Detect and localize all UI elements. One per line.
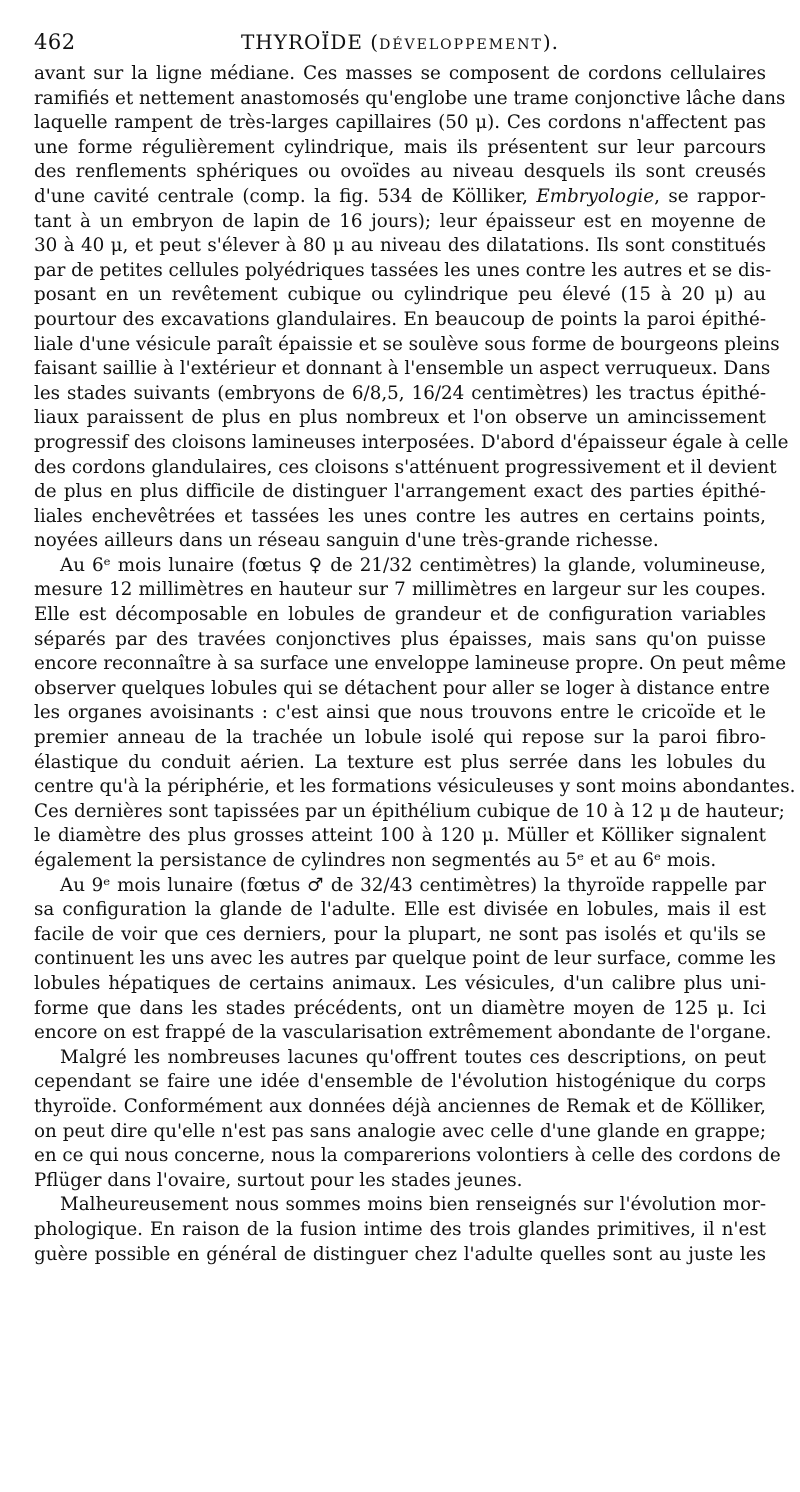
text-line: mesure 12 millimètres en hauteur sur 7 millimètres en largeur sur les coupes. [34,579,766,601]
text-line: Malheureusement nous sommes moins bien renseignés sur l'évolution mor- [60,1194,766,1216]
text-line: progressif des cloisons lamineuses interposées. D'abord d'épaisseur égale à celle [34,431,789,453]
text-line: liaux paraissent de plus en plus nombreux et l'on observe un amincissement [34,407,766,429]
text-line: une forme régulièrement cylindrique, mais ils présentent sur leur parcours [34,136,766,158]
text-line: les stades suivants (embryons de 6/8,5, 16/24 centimètres) les tractus épithé- [34,382,766,404]
text-line: Au 6ᵉ mois lunaire (fœtus ♀ de 21/32 centimètres) la glande, volumineuse, [60,554,766,576]
text-line: encore reconnaître à sa surface une enveloppe lamineuse propre. On peut même [34,653,787,675]
text-line: Ces dernières sont tapissées par un épithélium cubique de 10 à 12 μ de hauteur; [34,800,785,822]
text-line: on peut dire qu'elle n'est pas sans analogie avec celle d'une glande en grappe; [34,1120,766,1142]
text-line: des renflements sphériques ou ovoïdes au niveau desquels ils sont creusés [34,161,766,183]
paragraph [34,1193,766,1267]
text-line: élastique du conduit aérien. La texture est plus serrée dans les lobules du [34,751,766,773]
text-line: liale d'une vésicule paraît épaissie et se soulève sous forme de bourgeons pleins [34,333,780,355]
text-line: avant sur la ligne médiane. Ces masses se composent de cordons cellulaires [34,63,766,84]
book-title: Embryologie [536,185,655,207]
text-line: thyroïde. Conformément aux données déjà anciennes de Remak et de Kölliker, [34,1095,766,1117]
text-line: liales enchevêtrées et tassées les unes contre les autres en certains points, [34,505,766,527]
text-line: séparés par des travées conjonctives plus épaisses, mais sans qu'on puisse [34,628,766,650]
running-header [34,22,766,58]
page-number: 462 [34,30,76,54]
text-line: premier anneau de la trachée un lobule isolé qui repose sur la paroi fibro- [34,727,766,749]
text-line: laquelle rampent de très-larges capillaires (50 μ). Ces cordons n'affectent pas [34,112,766,134]
running-title-subtitle: DÉVELOPPEMENT [379,37,543,53]
paragraph [34,62,789,554]
text-line: Au 9ᵉ mois lunaire (fœtus ♂ de 32/43 centimètres) la thyroïde rappelle par [60,874,766,896]
text-line: encore on est frappé de la vascularisation extrêmement abondante de l'organe. [34,1022,772,1044]
text-line: également la persistance de cylindres non segmentés au 5ᵉ et au 6ᵉ mois. [34,850,717,871]
text-line: le diamètre des plus grosses atteint 100 à 120 μ. Müller et Kölliker signalent [34,825,766,847]
text-line: pourtour des excavations glandulaires. En beaucoup de points la paroi épithé- [34,308,766,330]
text-line: Elle est décomposable en lobules de grandeur et de configuration variables [34,604,766,626]
running-title [34,30,766,54]
text-line: Pflüger dans l'ovaire, surtout pour les stades jeunes. [34,1169,523,1191]
text-line: continuent les uns avec les autres par quelque point de leur surface, comme les [34,948,776,970]
text-line: facile de voir que ces derniers, pour la plupart, ne sont pas isolés et qu'ils se [34,923,766,945]
text-line: lobules hépatiques de certains animaux. Les vésicules, d'un calibre plus uni- [34,972,766,994]
text-line: tant à un embryon de lapin de 16 jours); leur épaisseur est en moyenne de [34,210,766,232]
running-title-main: THYROÏDE ( [240,30,380,54]
text-line: en ce qui nous concerne, nous la comparerions volontiers à celle des cordons de [34,1145,781,1167]
text-line: 30 à 40 μ, et peut s'élever à 80 μ au niveau des dilatations. Ils sont constitués [34,235,766,257]
text-line: cependant se faire une idée d'ensemble de l'évolution histogénique du corps [34,1071,766,1093]
paragraph [34,1046,781,1194]
text-line: sa configuration la glande de l'adulte. Elle est divisée en lobules, mais il est [34,899,766,921]
paragraph [34,554,796,874]
text-line: d'une cavité centrale (comp. la fig. 534 de Kölliker, Embryologie, se rappor- [34,185,766,207]
text-line: les organes avoisinants : c'est ainsi que nous trouvons entre le cricoïde et le [34,702,766,724]
text-line: centre qu'à la périphérie, et les formations vésiculeuses y sont moins abondantes. [34,776,796,798]
text-line: de plus en plus difficile de distinguer l'arrangement exact des parties épithé- [34,481,766,503]
text-line: Malgré les nombreuses lacunes qu'offrent toutes ces descriptions, on peut [60,1046,766,1068]
text-line: observer quelques lobules qui se détachent pour aller se loger à distance entre [34,677,770,699]
running-title-end: ). [542,30,560,54]
text-line: par de petites cellules polyédriques tassées les unes contre les autres et se dis- [34,259,772,281]
text-line: noyées ailleurs dans un réseau sanguin d'une très-grande richesse. [34,530,659,552]
text-line: faisant saillie à l'extérieur et donnant à l'ensemble un aspect verruqueux. Dans [34,358,771,380]
text-line: phologique. En raison de la fusion intime des trois glandes primitives, il n'est [34,1218,766,1240]
paragraph [34,874,776,1046]
text-line: guère possible en général de distinguer chez l'adulte quelles sont au juste les [34,1243,766,1265]
body-text [34,62,796,1267]
text-line: des cordons glandulaires, ces cloisons s'atténuent progressivement et il devient [34,456,777,478]
text-line: ramifiés et nettement anastomosés qu'englobe une trame conjonctive lâche dans [34,87,786,109]
text-line: posant en un revêtement cubique ou cylindrique peu élevé (15 à 20 μ) au [34,284,766,306]
text-line: forme que dans les stades précédents, ont un diamètre moyen de 125 μ. Ici [34,997,766,1019]
